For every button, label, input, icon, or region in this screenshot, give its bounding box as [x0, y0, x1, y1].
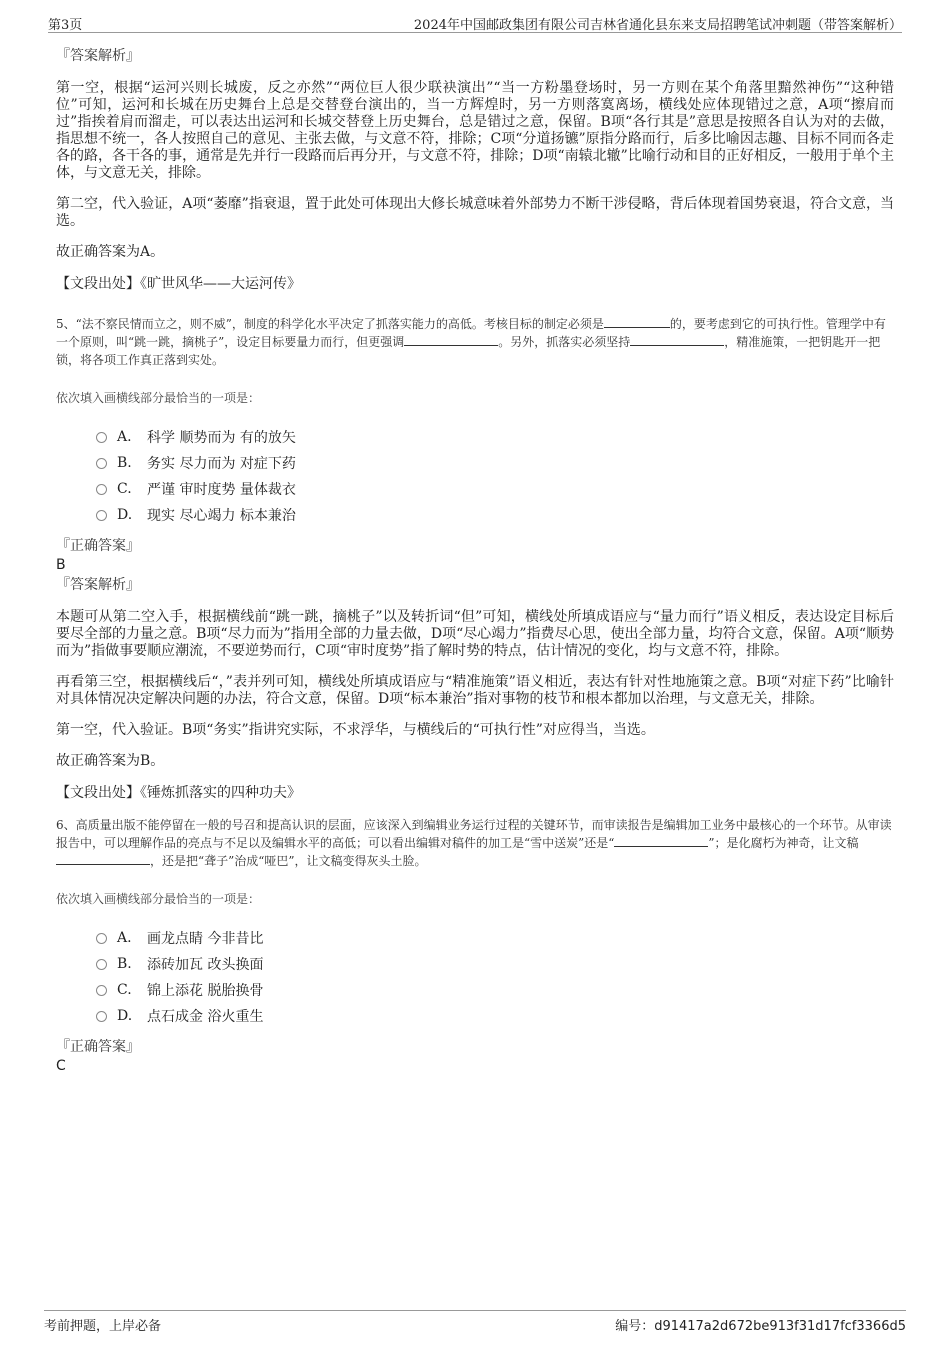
question-text-part: 6、高质量出版不能停留在一般的号召和提高认识的层面，应该深入到编辑业务运行过程的关键环节，而审读报告是编辑加工业务中最核心的一个环节。从审读报告中，可以理解作品的亮点与不足以及编辑水平的高低；可以看出编辑对稿件的加工是“雪中送炭”还是“ — [56, 818, 892, 850]
correct-answer: C — [56, 1058, 66, 1074]
analysis-paragraph: 第二空，代入验证，A项“萎靡”指衰退，置于此处可体现出大修长城意味着外部势力不断干涉侵略，背后体现着国势衰退，符合文意，当选。 — [56, 196, 894, 229]
fill-blank — [614, 834, 708, 847]
analysis-paragraph: 第一空，代入验证。B项“务实”指讲究实际，不求浮华，与横线后的“可执行性”对应得当，当选。 — [56, 722, 655, 738]
option-d[interactable]: D. 点石成金 浴火重生 — [96, 1003, 894, 1029]
option-a[interactable]: A. 画龙点睛 今非昔比 — [96, 925, 894, 951]
option-b[interactable]: B. 务实 尽力而为 对症下药 — [96, 450, 894, 476]
document-title: 2024年中国邮政集团有限公司吉林省通化县东来支局招聘笔试冲刺题（带答案解析） — [413, 18, 902, 33]
radio-icon[interactable] — [96, 432, 107, 443]
correct-answer-label: 『正确答案』 — [56, 538, 140, 554]
question-5-options — [96, 424, 894, 528]
radio-icon[interactable] — [96, 484, 107, 495]
question-5-text — [56, 315, 894, 369]
code-label: 编号： — [615, 1319, 655, 1334]
page-header — [48, 12, 902, 33]
radio-icon[interactable] — [96, 510, 107, 521]
fill-blank — [404, 333, 498, 346]
option-d[interactable]: D. 现实 尽心竭力 标本兼治 — [96, 502, 894, 528]
correct-answer: B — [56, 557, 66, 573]
page-number: 第3页 — [48, 18, 83, 33]
analysis-paragraph: 本题可从第二空入手，根据横线前“跳一跳，摘桃子”以及转折词“但”可知，横线处所填成语应与“量力而行”语义相反，表达设定目标后要尽全部的力量之意。B项“尽力而为”指用全部的力量去做，D项“尽心竭力”指费尽心思，使出全部力量，均符合文意，保留。A项“顺势而为”指做事要顺应潮流，不要逆势而行，C项“审时度势”指了解时势的特点，估计情况的变化，均与文意不符，排除。 — [56, 609, 894, 659]
radio-icon[interactable] — [96, 933, 107, 944]
question-text-part: ”；是化腐朽为神奇，让文稿 — [708, 836, 859, 850]
fill-blank — [630, 333, 724, 346]
source-citation: 【文段出处】《锤炼抓落实的四种功夫》 — [56, 785, 301, 801]
radio-icon[interactable] — [96, 959, 107, 970]
question-6-text — [56, 816, 894, 870]
question-text-part: ，还是把“聋子”治成“哑巴”，让文稿变得灰头土脸。 — [150, 854, 427, 868]
option-c[interactable]: C. 锦上添花 脱胎换骨 — [96, 977, 894, 1003]
document-code — [615, 1315, 906, 1334]
analysis-conclusion: 故正确答案为A。 — [56, 244, 165, 260]
question-prompt: 依次填入画横线部分最恰当的一项是： — [56, 892, 261, 906]
option-a[interactable]: A. 科学 顺势而为 有的放矢 — [96, 424, 894, 450]
question-text-part: 的，要考虑到它的可执行性。管理学中有一个原则，叫“跳一跳，摘桃子”，设定目标要量力而行，但更强调 — [56, 317, 886, 349]
radio-icon[interactable] — [96, 1011, 107, 1022]
fill-blank — [56, 852, 150, 865]
analysis-conclusion: 故正确答案为B。 — [56, 753, 165, 769]
page-footer — [44, 1310, 906, 1334]
correct-answer-label: 『正确答案』 — [56, 1039, 140, 1055]
question-6-options — [96, 925, 894, 1029]
page-content — [56, 46, 894, 1076]
analysis-label: 『答案解析』 — [56, 577, 140, 593]
analysis-paragraph: 第一空，根据“运河兴则长城废，反之亦然”“两位巨人很少联袂演出”“当一方粉墨登场时，另一方则在某个角落里黯然神伤”“这种错位”可知，运河和长城在历史舞台上总是交替登台演出的，当一方辉煌时，另一方则落寞离场，横线处应体现错过之意，A项“擦肩而过”指挨着肩而溜走，可以表达出运河和长城交替登上历史舞台，总是错过之意，保留。B项“各行其是”意思是按照各自认为对的去做，指思想不统一，各人按照自己的意见、主张去做，与文意不符，排除；C项“分道扬镳”原指分路而行，后多比喻因志趣、目标不同而各走各的路，各干各的事，通常是先并行一段路而后再分开，与文意不符，排除；D项“南辕北辙”比喻行动和目的正好相反，一般用于单个主体，与文意无关，排除。 — [56, 80, 894, 181]
analysis-paragraph: 再看第三空，根据横线后“，”表并列可知，横线处所填成语应与“精准施策”语义相近，表达有针对性地施策之意。B项“对症下药”比喻针对具体情况决定解决问题的办法，符合文意，保留。D项“标本兼治”指对事物的枝节和根本都加以治理，与文意无关，排除。 — [56, 674, 894, 707]
question-text-part: 。另外，抓落实必须坚持 — [498, 335, 631, 349]
question-text-part: 5、“法不察民情而立之，则不威”，制度的科学化水平决定了抓落实能力的高低。考核目标的制定必须是 — [56, 317, 604, 331]
radio-icon[interactable] — [96, 458, 107, 469]
question-text-part: ，精准施策，一把钥匙开一把锁，将各项工作真正落到实处。 — [56, 335, 881, 367]
option-b[interactable]: B. 添砖加瓦 改头换面 — [96, 951, 894, 977]
radio-icon[interactable] — [96, 985, 107, 996]
footer-slogan: 考前押题，上岸必备 — [44, 1319, 162, 1334]
analysis-label: 『答案解析』 — [56, 48, 140, 64]
option-c[interactable]: C. 严谨 审时度势 量体裁衣 — [96, 476, 894, 502]
source-citation: 【文段出处】《旷世风华——大运河传》 — [56, 276, 301, 292]
question-prompt: 依次填入画横线部分最恰当的一项是： — [56, 391, 261, 405]
fill-blank — [604, 315, 670, 328]
code-value: d91417a2d672be913f31d17fcf3366d5 — [654, 1319, 906, 1334]
